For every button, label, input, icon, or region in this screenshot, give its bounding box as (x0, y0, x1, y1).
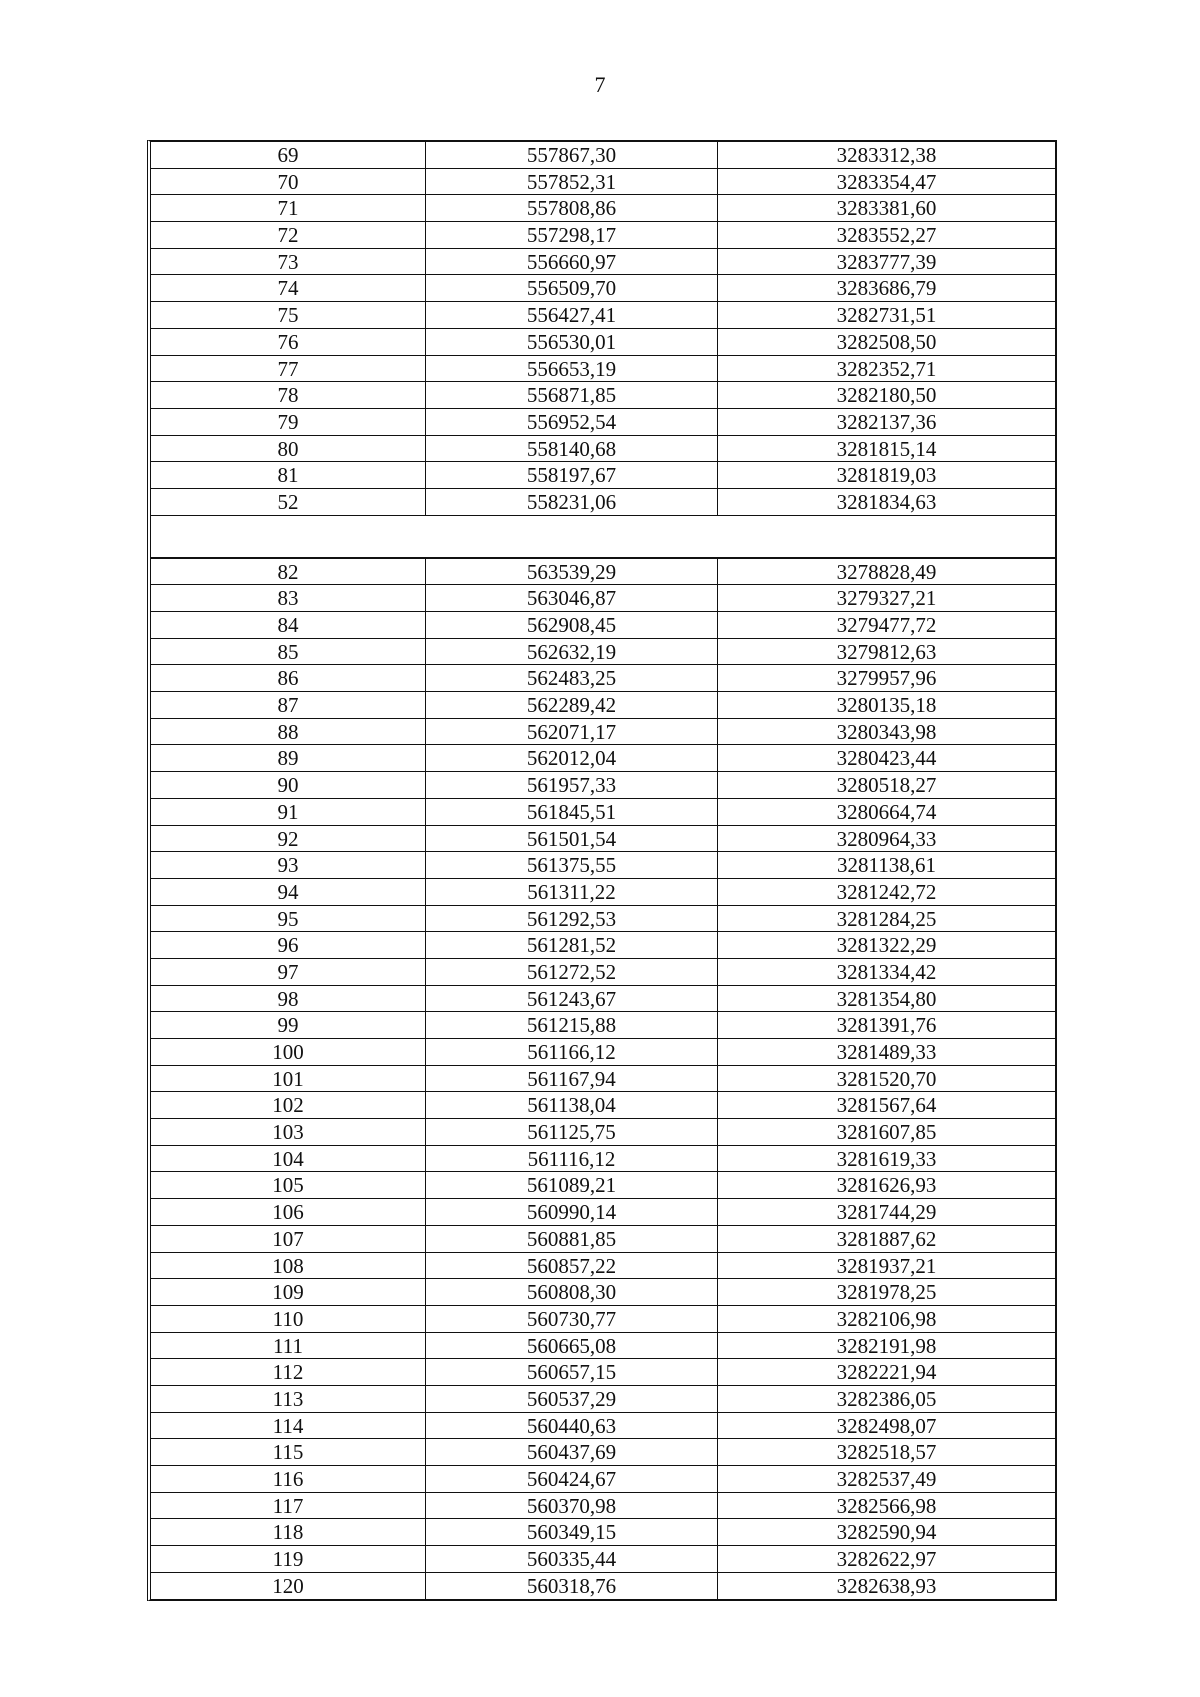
point-number-cell: 80 (151, 436, 426, 462)
y-coordinate-cell: 3283312,38 (836, 143, 937, 167)
y-coordinate-cell: 3282498,07 (836, 1413, 937, 1438)
table-row (151, 382, 1055, 409)
x-coordinate-cell: 561281,52 (426, 932, 718, 958)
x-coordinate-cell: 557867,30 (426, 142, 718, 168)
point-number-cell: 118 (151, 1519, 426, 1545)
point-number-cell: 120 (151, 1573, 426, 1600)
x-coordinate-cell: 560857,22 (426, 1253, 718, 1279)
point-number-cell: 107 (151, 1226, 426, 1252)
x-coordinate-cell: 562908,45 (426, 612, 718, 638)
y-coordinate-cell: 3282106,98 (836, 1306, 937, 1331)
x-coordinate-cell: 556952,54 (426, 409, 718, 435)
table-row (151, 665, 1055, 692)
point-number-cell: 79 (151, 409, 426, 435)
x-coordinate-cell: 560440,63 (426, 1413, 718, 1439)
x-coordinate-cell: 561138,04 (426, 1092, 718, 1118)
y-coordinate-cell: 3281391,76 (836, 1013, 937, 1038)
point-number-cell: 109 (151, 1279, 426, 1305)
table-row (151, 826, 1055, 853)
point-number-cell: 95 (151, 906, 426, 932)
x-coordinate-cell: 561116,12 (426, 1146, 718, 1172)
x-coordinate-cell: 557808,86 (426, 195, 718, 221)
x-coordinate-cell: 560335,44 (426, 1546, 718, 1572)
table-row (151, 1386, 1055, 1413)
table-row (151, 1546, 1055, 1573)
x-coordinate-cell: 556653,19 (426, 356, 718, 382)
x-coordinate-cell: 556660,97 (426, 249, 718, 275)
x-coordinate-cell: 562012,04 (426, 745, 718, 771)
table-row (151, 1279, 1055, 1306)
table-row (151, 852, 1055, 879)
x-coordinate-cell: 560537,29 (426, 1386, 718, 1412)
y-coordinate-cell: 3278828,49 (836, 559, 937, 584)
y-coordinate-cell: 3280964,33 (836, 826, 937, 851)
x-coordinate-cell: 556509,70 (426, 275, 718, 301)
y-coordinate-cell: 3279477,72 (836, 613, 937, 637)
point-number-cell: 99 (151, 1012, 426, 1038)
point-number-cell: 73 (151, 249, 426, 275)
point-number-cell: 115 (151, 1439, 426, 1465)
x-coordinate-cell: 560318,76 (426, 1573, 718, 1600)
x-coordinate-cell: 560665,08 (426, 1333, 718, 1359)
point-number-cell: 97 (151, 959, 426, 985)
point-number-cell: 75 (151, 302, 426, 328)
point-number-cell: 78 (151, 382, 426, 408)
x-coordinate-cell: 560730,77 (426, 1306, 718, 1332)
point-number-cell: 100 (151, 1039, 426, 1065)
point-number-cell: 117 (151, 1493, 426, 1519)
y-coordinate-cell: 3281138,61 (837, 853, 936, 878)
point-number-cell: 92 (151, 826, 426, 852)
x-coordinate-cell: 560349,15 (426, 1519, 718, 1545)
table-row (151, 1066, 1055, 1093)
point-number-cell: 70 (151, 169, 426, 195)
x-coordinate-cell: 560808,30 (426, 1279, 718, 1305)
y-coordinate-cell: 3282518,57 (836, 1440, 937, 1465)
x-coordinate-cell: 561215,88 (426, 1012, 718, 1038)
table-row (151, 1226, 1055, 1253)
x-coordinate-cell: 560437,69 (426, 1439, 718, 1465)
x-coordinate-cell: 556427,41 (426, 302, 718, 328)
table-row (151, 772, 1055, 799)
y-coordinate-cell: 3283381,60 (836, 196, 937, 221)
x-coordinate-cell: 560370,98 (426, 1493, 718, 1519)
y-coordinate-cell: 3282638,93 (836, 1573, 937, 1598)
y-coordinate-cell: 3279327,21 (836, 586, 937, 611)
point-number-cell: 71 (151, 195, 426, 221)
point-number-cell: 113 (151, 1386, 426, 1412)
point-number-cell: 87 (151, 692, 426, 718)
x-coordinate-cell: 561089,21 (426, 1172, 718, 1198)
table-row (151, 169, 1055, 196)
y-coordinate-cell: 3280664,74 (836, 799, 937, 824)
table-row (151, 1493, 1055, 1520)
table-row (151, 222, 1055, 249)
y-coordinate-cell: 3281887,62 (836, 1226, 937, 1251)
group-separator-row (151, 516, 1055, 559)
y-coordinate-cell: 3281834,63 (836, 489, 937, 514)
table-row (151, 329, 1055, 356)
table-row (151, 559, 1055, 586)
y-coordinate-cell: 3281489,33 (836, 1040, 937, 1064)
point-number-cell: 83 (151, 585, 426, 611)
table-row (151, 1573, 1055, 1600)
table-row (151, 275, 1055, 302)
point-number-cell: 119 (151, 1546, 426, 1572)
x-coordinate-cell: 558140,68 (426, 436, 718, 462)
y-coordinate-cell: 3282180,50 (836, 383, 937, 408)
point-number-cell: 101 (151, 1066, 426, 1092)
x-coordinate-cell: 561375,55 (426, 852, 718, 878)
y-coordinate-cell: 3282508,50 (836, 329, 937, 354)
x-coordinate-cell: 561292,53 (426, 906, 718, 932)
y-coordinate-cell: 3280343,98 (836, 719, 937, 744)
x-coordinate-cell: 556871,85 (426, 382, 718, 408)
table-row (151, 585, 1055, 612)
table-row (151, 879, 1055, 906)
point-number-cell: 104 (151, 1146, 426, 1172)
x-coordinate-cell: 563539,29 (426, 559, 718, 585)
point-number-cell: 103 (151, 1119, 426, 1145)
y-coordinate-cell: 3281626,93 (836, 1173, 937, 1198)
x-coordinate-cell: 561501,54 (426, 826, 718, 852)
table-row (151, 745, 1055, 772)
point-number-cell: 94 (151, 879, 426, 905)
table-row (151, 906, 1055, 933)
page-number: 7 (594, 72, 606, 97)
x-coordinate-cell: 561957,33 (426, 772, 718, 798)
x-coordinate-cell: 560657,15 (426, 1359, 718, 1385)
y-coordinate-cell: 3282386,05 (836, 1386, 937, 1411)
y-coordinate-cell: 3282221,94 (836, 1360, 937, 1385)
x-coordinate-cell: 560881,85 (426, 1226, 718, 1252)
table-row (151, 1012, 1055, 1039)
x-coordinate-cell: 562632,19 (426, 639, 718, 665)
point-number-cell: 105 (151, 1172, 426, 1198)
y-coordinate-cell: 3282622,97 (836, 1547, 937, 1572)
table-row (151, 249, 1055, 276)
table-row (151, 462, 1055, 489)
table-row (151, 1253, 1055, 1280)
table-row (151, 1306, 1055, 1333)
point-number-cell: 98 (151, 986, 426, 1012)
point-number-cell: 69 (151, 142, 426, 168)
table-row (151, 1199, 1055, 1226)
point-number-cell: 111 (151, 1333, 426, 1359)
x-coordinate-cell: 562483,25 (426, 665, 718, 691)
point-number-cell: 82 (151, 559, 426, 585)
y-coordinate-cell: 3281520,70 (836, 1066, 937, 1091)
point-number-cell: 112 (151, 1359, 426, 1385)
table-row (151, 1439, 1055, 1466)
y-coordinate-cell: 3281354,80 (836, 986, 937, 1011)
y-coordinate-cell: 3281242,72 (836, 879, 937, 904)
table-row (151, 195, 1055, 222)
point-number-cell: 84 (151, 612, 426, 638)
point-number-cell: 72 (151, 222, 426, 248)
table-row (151, 302, 1055, 329)
x-coordinate-cell: 557852,31 (426, 169, 718, 195)
table-row (151, 612, 1055, 639)
x-coordinate-cell: 561125,75 (426, 1119, 718, 1145)
table-row (151, 489, 1055, 516)
y-coordinate-cell: 3280518,27 (836, 773, 937, 798)
y-coordinate-cell: 3280135,18 (836, 693, 937, 718)
y-coordinate-cell: 3282731,51 (836, 303, 937, 328)
y-coordinate-cell: 3282566,98 (836, 1493, 937, 1518)
point-number-cell: 76 (151, 329, 426, 355)
x-coordinate-cell: 561272,52 (426, 959, 718, 985)
table-row (151, 409, 1055, 436)
x-coordinate-cell: 558231,06 (426, 489, 718, 515)
x-coordinate-cell: 560424,67 (426, 1466, 718, 1492)
point-number-cell: 52 (151, 489, 426, 515)
y-coordinate-cell: 3281284,25 (836, 906, 937, 931)
y-coordinate-cell: 3281607,85 (836, 1120, 937, 1145)
y-coordinate-cell: 3281334,42 (836, 959, 937, 984)
table-row (151, 356, 1055, 383)
table-row (151, 1146, 1055, 1173)
table-row (151, 1413, 1055, 1440)
x-coordinate-cell: 557298,17 (426, 222, 718, 248)
x-coordinate-cell: 556530,01 (426, 329, 718, 355)
point-number-cell: 116 (151, 1466, 426, 1492)
table-row (151, 1519, 1055, 1546)
y-coordinate-cell: 3283552,27 (836, 223, 937, 248)
y-coordinate-cell: 3282537,49 (836, 1467, 937, 1491)
point-number-cell: 93 (151, 852, 426, 878)
table-row (151, 986, 1055, 1013)
point-number-cell: 106 (151, 1199, 426, 1225)
y-coordinate-cell: 3279812,63 (836, 639, 937, 664)
y-coordinate-cell: 3282590,94 (836, 1520, 937, 1545)
x-coordinate-cell: 561167,94 (426, 1066, 718, 1092)
y-coordinate-cell: 3282137,36 (836, 409, 937, 434)
y-coordinate-cell: 3283354,47 (836, 169, 937, 194)
table-row (151, 1466, 1055, 1493)
y-coordinate-cell: 3281322,29 (836, 933, 937, 958)
y-coordinate-cell: 3281937,21 (836, 1253, 937, 1278)
y-coordinate-cell: 3283686,79 (836, 276, 937, 301)
x-coordinate-cell: 561845,51 (426, 799, 718, 825)
table-row (151, 719, 1055, 746)
x-coordinate-cell: 561311,22 (426, 879, 718, 905)
y-coordinate-cell: 3281619,33 (836, 1146, 937, 1171)
point-number-cell: 89 (151, 745, 426, 771)
table-row (151, 932, 1055, 959)
x-coordinate-cell: 561243,67 (426, 986, 718, 1012)
table-row (151, 799, 1055, 826)
table-row (151, 692, 1055, 719)
point-number-cell: 74 (151, 275, 426, 301)
y-coordinate-cell: 3281815,14 (836, 436, 937, 461)
table-row (151, 639, 1055, 666)
point-number-cell: 90 (151, 772, 426, 798)
point-number-cell: 81 (151, 462, 426, 488)
table-row (151, 1092, 1055, 1119)
table-row (151, 959, 1055, 986)
table-row (151, 1333, 1055, 1360)
point-number-cell: 91 (151, 799, 426, 825)
table-row (151, 1359, 1055, 1386)
y-coordinate-cell: 3281744,29 (836, 1200, 937, 1225)
x-coordinate-cell: 561166,12 (426, 1039, 718, 1065)
y-coordinate-cell: 3282352,71 (836, 356, 937, 381)
x-coordinate-cell: 558197,67 (426, 462, 718, 488)
y-coordinate-cell: 3281567,64 (836, 1093, 937, 1118)
x-coordinate-cell: 562071,17 (426, 719, 718, 745)
table-row (151, 1172, 1055, 1199)
point-number-cell: 85 (151, 639, 426, 665)
point-number-cell: 114 (151, 1413, 426, 1439)
y-coordinate-cell: 3279957,96 (836, 666, 937, 691)
y-coordinate-cell: 3283777,39 (836, 249, 937, 274)
point-number-cell: 110 (151, 1306, 426, 1332)
point-number-cell: 108 (151, 1253, 426, 1279)
y-coordinate-cell: 3282191,98 (836, 1333, 937, 1358)
coordinates-table (147, 140, 1057, 1601)
x-coordinate-cell: 563046,87 (426, 585, 718, 611)
table-row (151, 1039, 1055, 1066)
y-coordinate-cell: 3280423,44 (836, 746, 937, 771)
y-coordinate-cell: 3281819,03 (836, 463, 937, 488)
point-number-cell: 86 (151, 665, 426, 691)
x-coordinate-cell: 560990,14 (426, 1199, 718, 1225)
point-number-cell: 88 (151, 719, 426, 745)
point-number-cell: 77 (151, 356, 426, 382)
point-number-cell: 96 (151, 932, 426, 958)
point-number-cell: 102 (151, 1092, 426, 1118)
table-row (151, 436, 1055, 463)
y-coordinate-cell: 3281978,25 (836, 1280, 937, 1305)
x-coordinate-cell: 562289,42 (426, 692, 718, 718)
table-row (151, 142, 1055, 169)
table-row (151, 1119, 1055, 1146)
